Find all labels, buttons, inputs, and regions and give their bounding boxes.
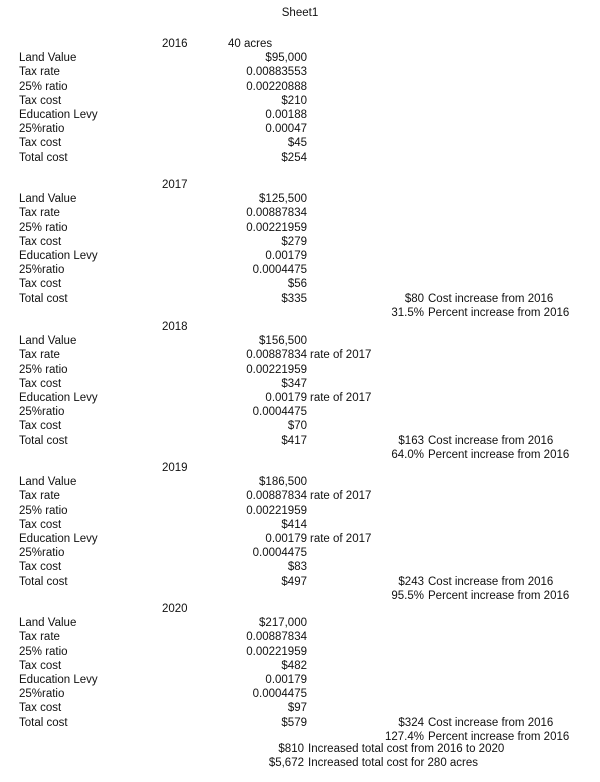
- row-label: Land Value: [19, 617, 77, 630]
- row-value: $347: [281, 377, 307, 390]
- row-label: Tax cost: [19, 377, 62, 390]
- cost-increase-label: Cost increase from 2016: [428, 575, 554, 588]
- cost-increase-label: Cost increase from 2016: [428, 434, 554, 447]
- row-label: 25% ratio: [19, 504, 68, 517]
- row-value: 0.00221959: [246, 363, 307, 376]
- year-header: 2018: [162, 321, 188, 333]
- row-label: Education Levy: [19, 674, 98, 686]
- row-value: $482: [281, 659, 307, 672]
- row-label: Total cost: [19, 434, 68, 447]
- row-label: Tax cost: [19, 94, 62, 107]
- cost-increase-value: $324: [398, 716, 424, 729]
- row-label: 25%ratio: [19, 123, 65, 136]
- row-label: Tax cost: [19, 659, 62, 672]
- row-value: 0.00887834: [246, 207, 307, 220]
- row-value: $335: [281, 292, 307, 305]
- row-value: 0.00179: [265, 674, 307, 686]
- row-value: 0.0004475: [252, 688, 307, 701]
- row-value: 0.00887834: [246, 349, 307, 362]
- row-label: Education Levy: [19, 533, 98, 545]
- row-value: 0.00221959: [246, 221, 307, 234]
- row-value: 0.00179: [265, 250, 307, 262]
- row-value: 0.00883553: [246, 66, 307, 79]
- year-header: 2020: [162, 603, 188, 615]
- row-value: $279: [281, 235, 307, 248]
- rate-note: rate of 2017: [310, 349, 372, 362]
- row-value: $186,500: [259, 476, 307, 489]
- row-value: $210: [281, 94, 307, 107]
- row-label: Tax rate: [19, 66, 60, 79]
- cost-increase-value: $80: [404, 292, 424, 305]
- percent-increase-value: 127.4%: [384, 730, 424, 743]
- row-label: Tax cost: [19, 137, 62, 150]
- total-increase-value: $5,672: [268, 757, 304, 770]
- row-value: 0.00887834: [246, 490, 307, 503]
- row-value: 0.0004475: [252, 547, 307, 560]
- row-value: $45: [287, 137, 307, 150]
- row-label: 25% ratio: [19, 221, 68, 234]
- row-label: Total cost: [19, 575, 68, 588]
- row-value: $217,000: [259, 617, 307, 630]
- row-value: $125,500: [259, 193, 307, 206]
- cost-increase-value: $243: [398, 575, 424, 588]
- row-label: Land Value: [19, 52, 77, 65]
- row-value: $95,000: [265, 52, 307, 65]
- row-label: Education Levy: [19, 250, 98, 262]
- row-value: 0.00887834: [246, 631, 307, 644]
- row-value: $56: [287, 278, 307, 291]
- total-increase-value: $810: [278, 743, 304, 755]
- total-increase-label: Increased total cost from 2016 to 2020: [308, 743, 505, 755]
- row-value: 0.00220888: [246, 80, 307, 93]
- row-label: 25% ratio: [19, 80, 68, 93]
- cost-increase-label: Cost increase from 2016: [428, 716, 554, 729]
- cost-increase-label: Cost increase from 2016: [428, 292, 554, 305]
- acres-label: 40 acres: [228, 38, 273, 50]
- row-label: Tax rate: [19, 207, 60, 220]
- row-value: $83: [287, 561, 307, 574]
- sheet-title: Sheet1: [281, 7, 319, 19]
- percent-increase-label: Percent increase from 2016: [428, 448, 570, 461]
- row-label: 25%ratio: [19, 264, 65, 277]
- row-value: 0.0004475: [252, 264, 307, 277]
- row-value: $97: [287, 702, 307, 715]
- row-label: 25%ratio: [19, 547, 65, 560]
- row-label: 25%ratio: [19, 688, 65, 701]
- cost-increase-value: $163: [398, 434, 424, 447]
- percent-increase-label: Percent increase from 2016: [428, 306, 570, 319]
- row-label: Land Value: [19, 193, 77, 206]
- row-value: 0.00047: [265, 123, 307, 136]
- row-value: $579: [281, 716, 307, 729]
- row-label: Education Levy: [19, 392, 98, 404]
- row-label: Total cost: [19, 292, 68, 305]
- percent-increase-value: 31.5%: [391, 306, 424, 319]
- percent-increase-label: Percent increase from 2016: [428, 589, 570, 602]
- row-label: Tax rate: [19, 490, 60, 503]
- row-label: 25% ratio: [19, 363, 68, 376]
- row-label: Land Value: [19, 335, 77, 348]
- row-value: $156,500: [259, 335, 307, 348]
- row-label: 25%ratio: [19, 406, 65, 419]
- year-header: 2019: [162, 462, 188, 474]
- row-value: 0.00221959: [246, 504, 307, 517]
- percent-increase-value: 64.0%: [391, 448, 424, 461]
- row-value: $414: [281, 518, 307, 531]
- rate-note: rate of 2017: [310, 392, 372, 404]
- row-label: Education Levy: [19, 109, 98, 121]
- row-label: Tax cost: [19, 561, 62, 574]
- row-label: Tax rate: [19, 631, 60, 644]
- row-label: Tax cost: [19, 702, 62, 715]
- row-value: $417: [281, 434, 307, 447]
- row-label: Total cost: [19, 716, 68, 729]
- row-label: Tax cost: [19, 278, 62, 291]
- percent-increase-value: 95.5%: [391, 589, 424, 602]
- year-header: 2016: [162, 38, 188, 50]
- row-label: Land Value: [19, 476, 77, 489]
- row-label: Tax cost: [19, 235, 62, 248]
- row-value: 0.0004475: [252, 406, 307, 419]
- row-value: 0.00221959: [246, 645, 307, 658]
- row-value: 0.00188: [265, 109, 307, 121]
- row-label: Tax cost: [19, 518, 62, 531]
- row-value: $254: [281, 151, 307, 164]
- row-label: 25% ratio: [19, 645, 68, 658]
- year-header: 2017: [162, 179, 188, 191]
- rate-note: rate of 2017: [310, 533, 372, 545]
- percent-increase-label: Percent increase from 2016: [428, 730, 570, 743]
- row-label: Tax cost: [19, 420, 62, 433]
- row-value: $497: [281, 575, 307, 588]
- row-value: $70: [287, 420, 307, 433]
- rate-note: rate of 2017: [310, 490, 372, 503]
- row-label: Tax rate: [19, 349, 60, 362]
- row-value: 0.00179: [265, 392, 307, 404]
- row-value: 0.00179: [265, 533, 307, 545]
- row-label: Total cost: [19, 151, 68, 164]
- total-increase-label: Increased total cost for 280 acres: [308, 757, 479, 770]
